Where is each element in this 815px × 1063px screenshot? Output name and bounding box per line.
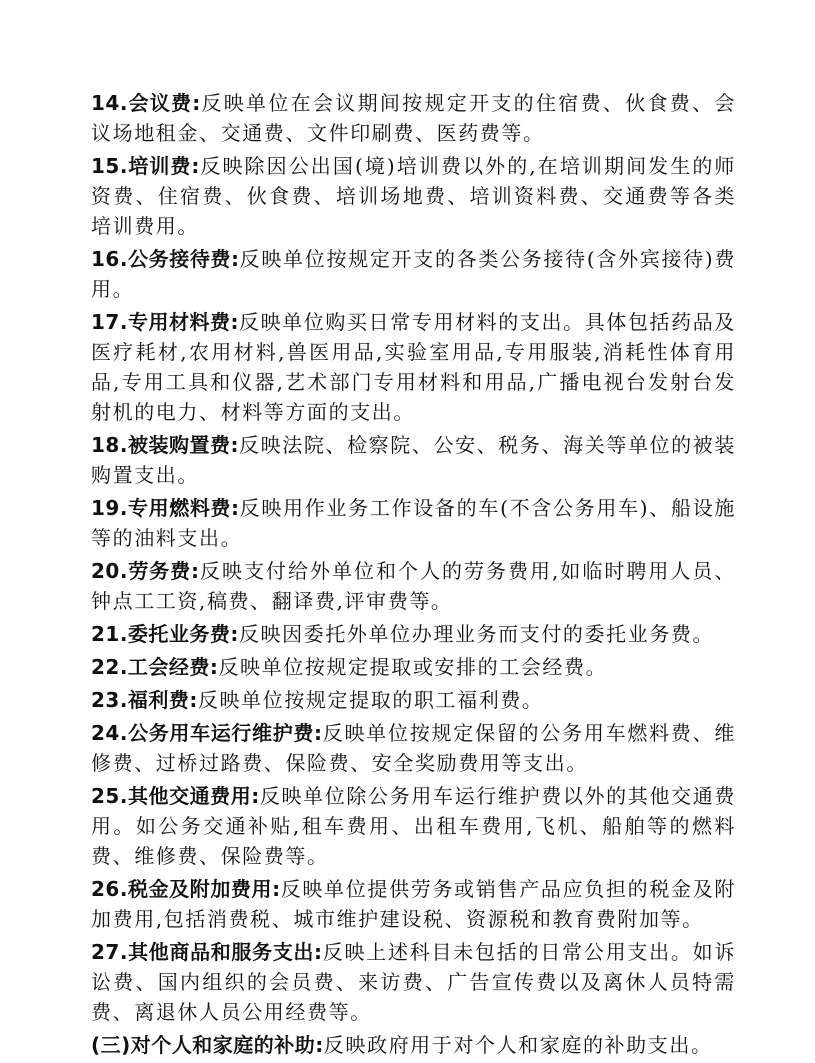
entry-term: 15.培训费: (91, 154, 200, 178)
entry-14 (91, 88, 736, 148)
entry-25 (91, 781, 736, 871)
entry-description: 反映单位购买日常专用材料的支出。具体包括药品及医疗耗材,农用材料,兽医用品,实验室用品,专用服装,消耗性体育用品,专用工具和仪器,艺术部门专用材料和用品,广播电视台发射台发射机的电力、材料等方面的支出。 (91, 310, 736, 424)
entry-description: 反映单位按规定提取的职工福利费。 (197, 688, 544, 712)
entry-description: 反映单位提供劳务或销售产品应负担的税金及附加费用,包括消费税、城市维护建设税、资源税和教育费附加等。 (91, 877, 736, 931)
entry-term: 23.福利费: (91, 688, 198, 712)
entry-21 (91, 619, 736, 649)
entry-description: 反映单位除公务用车运行维护费以外的其他交通费用。如公务交通补贴,租车费用、出租车费用,飞机、船舶等的燃料费、维修费、保险费等。 (91, 784, 736, 868)
entry-description: 反映政府用于对个人和家庭的补助支出。 (323, 1033, 713, 1057)
entry-23 (91, 685, 736, 715)
entry-description: 反映单位在会议期间按规定开支的住宿费、伙食费、会议场地租金、交通费、文件印刷费、医药费等。 (91, 91, 736, 145)
entry-term: 27.其他商品和服务支出: (91, 940, 323, 964)
entry-19 (91, 493, 736, 553)
entry-description: 反映法院、检察院、公安、税务、海关等单位的被装购置支出。 (91, 433, 736, 487)
entry-term: 20.劳务费: (91, 559, 200, 583)
entry-description: 反映支付给外单位和个人的劳务费用,如临时聘用人员、钟点工工资,稿费、翻译费,评审费等。 (91, 559, 736, 613)
entry-term: 14.会议费: (91, 91, 201, 115)
entry-17 (91, 307, 736, 427)
entry-description: 反映因委托外单位办理业务而支付的委托业务费。 (238, 622, 715, 646)
entry-term: 18.被装购置费: (91, 433, 239, 457)
entry-description: 反映单位按规定开支的各类公务接待(含外宾接待)费用。 (91, 247, 736, 301)
entry-term: (三)对个人和家庭的补助: (91, 1033, 324, 1057)
entry-18 (91, 430, 736, 490)
entry-term: 26.税金及附加费用: (91, 877, 281, 901)
section-3-individual-household-subsidies (91, 1030, 736, 1060)
entry-term: 21.委托业务费: (91, 622, 239, 646)
entry-description: 反映单位按规定保留的公务用车燃料费、维修费、过桥过路费、保险费、安全奖励费用等支出。 (91, 721, 736, 775)
entry-description: 反映单位按规定提取或安排的工会经费。 (218, 655, 608, 679)
entry-term: 22.工会经费: (91, 655, 219, 679)
entry-26 (91, 874, 736, 934)
entry-description: 反映上述科目未包括的日常公用支出。如诉讼费、国内组织的会员费、来访费、广告宣传费以及离休人员特需费、离退休人员公用经费等。 (91, 940, 736, 1024)
entry-description: 反映除因公出国(境)培训费以外的,在培训期间发生的师资费、住宿费、伙食费、培训场地费、培训资料费、交通费等各类培训费用。 (91, 154, 737, 238)
entry-term: 16.公务接待费: (91, 247, 240, 271)
entry-term: 24.公务用车运行维护费: (91, 721, 323, 745)
entry-term: 25.其他交通费用: (91, 784, 260, 808)
entry-description: 反映用作业务工作设备的车(不含公务用车)、船设施等的油料支出。 (91, 496, 736, 550)
entry-term: 17.专用材料费: (91, 310, 239, 334)
entry-27 (91, 937, 736, 1027)
entry-term: 19.专用燃料费: (91, 496, 240, 520)
document-page (91, 88, 736, 1063)
entry-16 (91, 244, 736, 304)
entry-20 (91, 556, 736, 616)
entry-15 (91, 151, 736, 241)
entry-22 (91, 652, 736, 682)
entry-24 (91, 718, 736, 778)
